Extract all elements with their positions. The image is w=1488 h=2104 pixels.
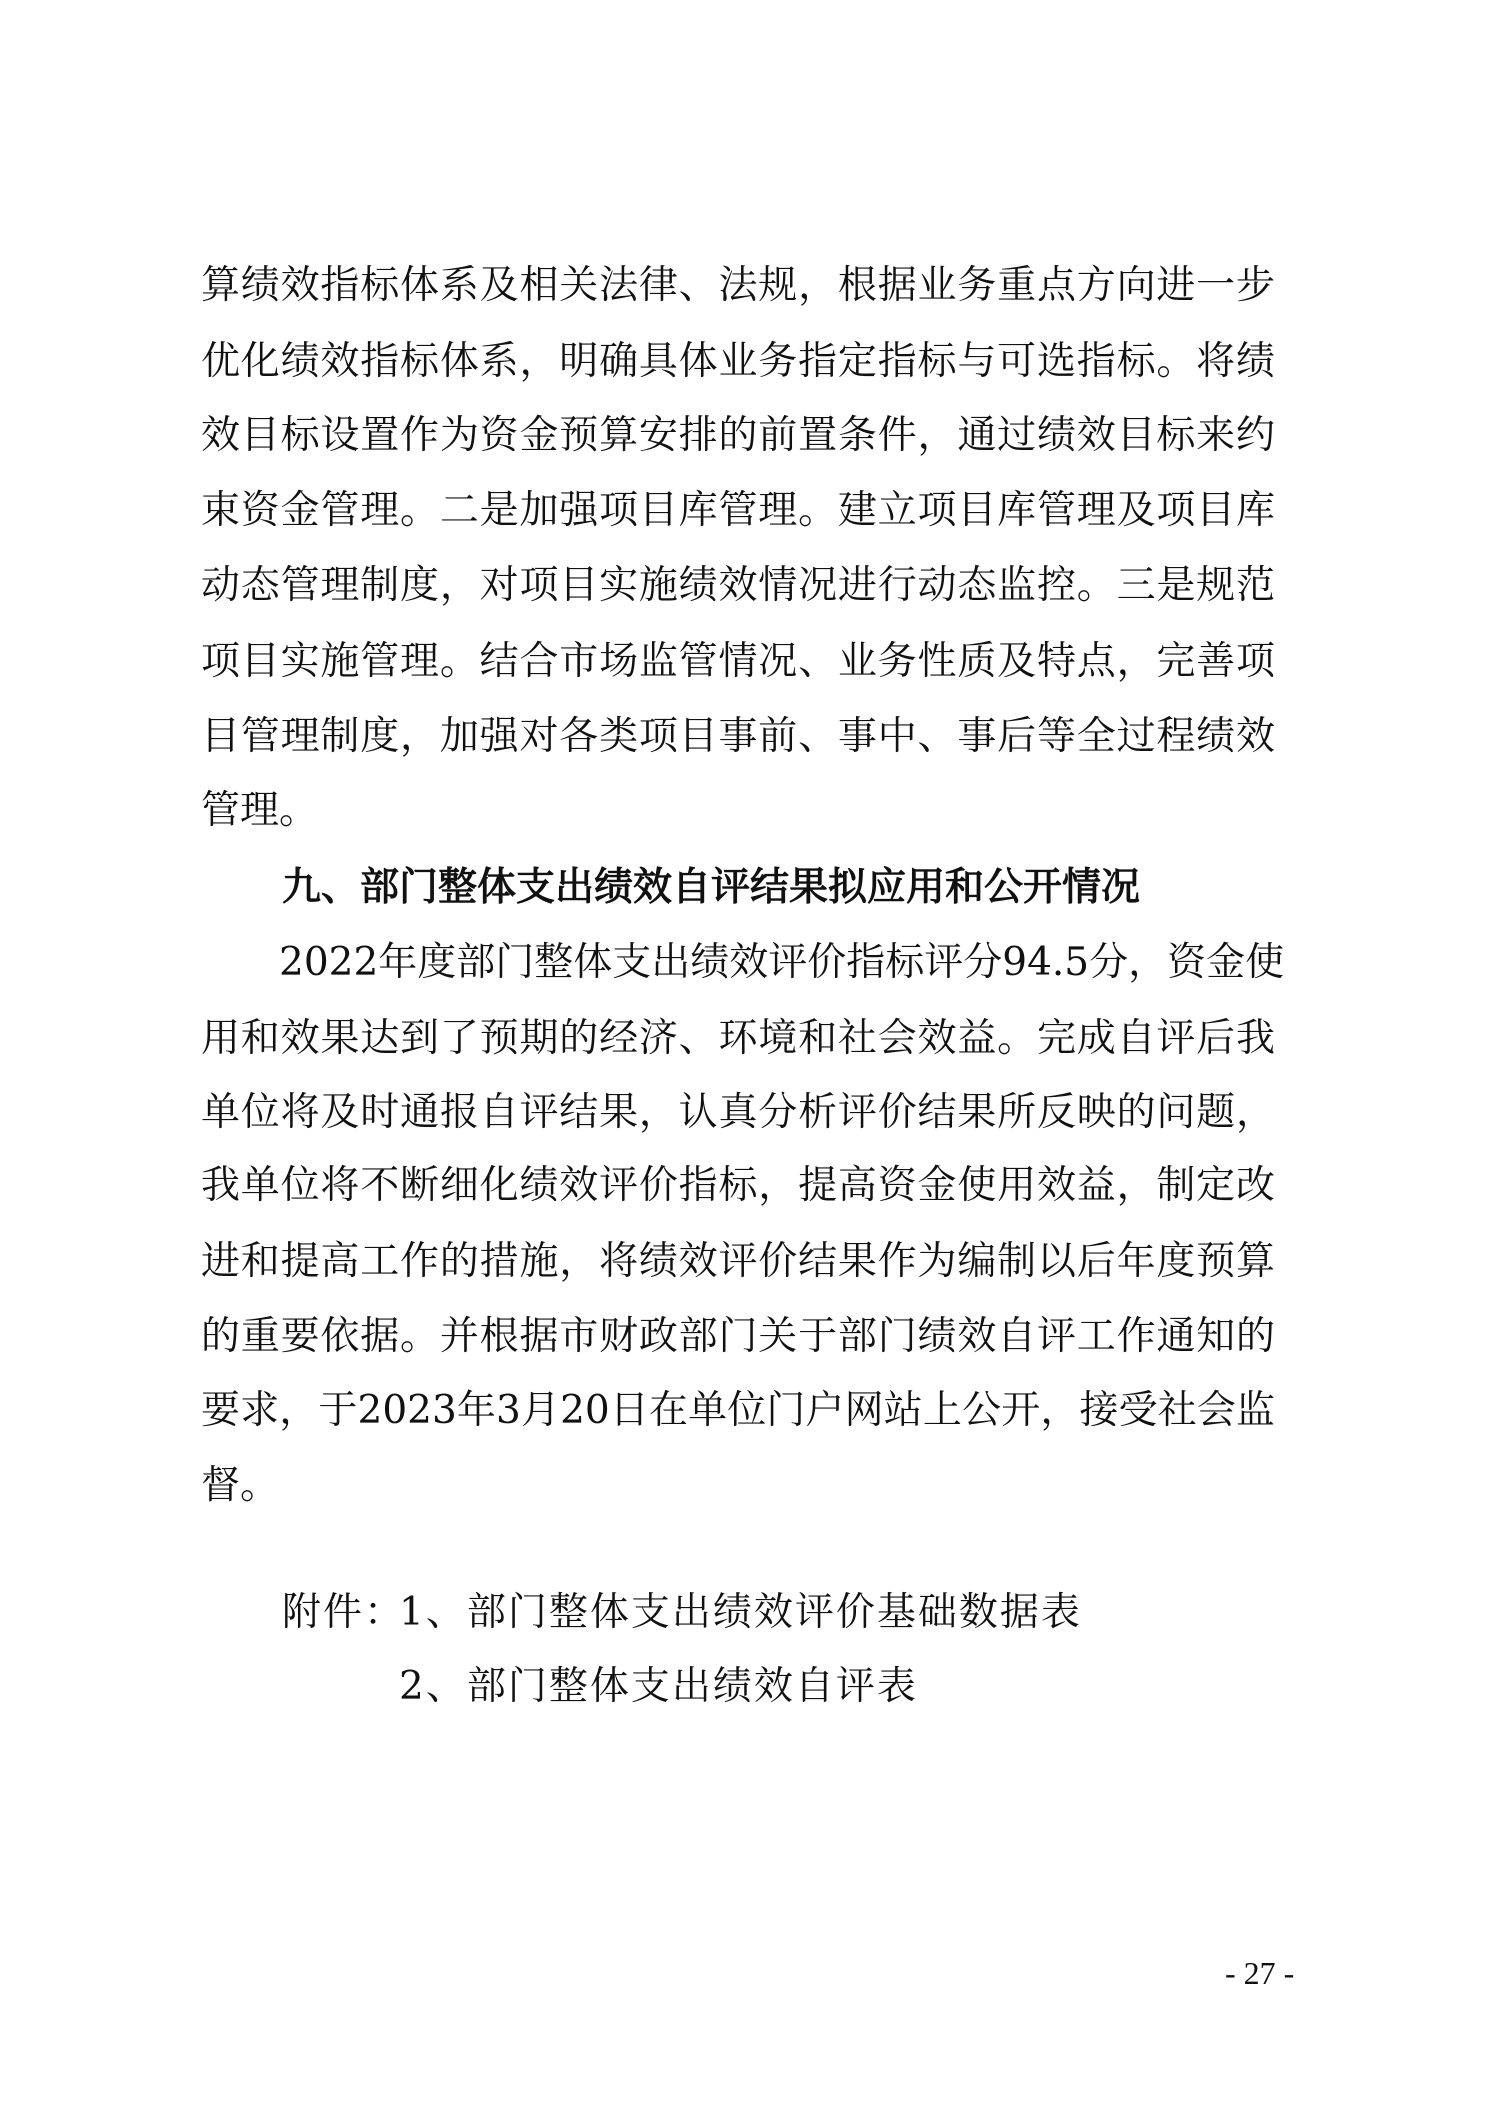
attachments-label: 附件：	[282, 1590, 406, 1635]
paragraph-line: 管理。	[201, 788, 319, 833]
paragraph-line: 进和提高工作的措施，将绩效评价结果作为编制以后年度预算	[201, 1239, 1275, 1284]
paragraph-line: 用和效果达到了预期的经济、环境和社会效益。完成自评后我	[201, 1016, 1275, 1061]
paragraph-line: 项目实施管理。结合市场监管情况、业务性质及特点，完善项	[201, 639, 1275, 684]
paragraph-line: 单位将及时通报自评结果，认真分析评价结果所反映的问题，	[201, 1090, 1275, 1135]
attachment-item: 2、部门整体支出绩效自评表	[399, 1664, 918, 1709]
paragraph-line: 要求，于2023年3月20日在单位门户网站上公开，接受社会监	[201, 1388, 1275, 1433]
section-heading: 九、部门整体支出绩效自评结果拟应用和公开情况	[282, 865, 1141, 910]
paragraph-line: 督。	[201, 1463, 280, 1508]
paragraph-line: 束资金管理。二是加强项目库管理。建立项目库管理及项目库	[201, 488, 1275, 533]
paragraph-line: 2022年度部门整体支出绩效评价指标评分94.5分，资金使	[279, 940, 1285, 985]
paragraph-line: 动态管理制度，对项目实施绩效情况进行动态监控。三是规范	[201, 563, 1275, 608]
paragraph-line: 效目标设置作为资金预算安排的前置条件，通过绩效目标来约	[201, 413, 1275, 458]
paragraph-line: 优化绩效指标体系，明确具体业务指定指标与可选指标。将绩	[201, 339, 1275, 384]
page-number: - 27 -	[1225, 1955, 1295, 1991]
paragraph-line: 目管理制度，加强对各类项目事前、事中、事后等全过程绩效	[201, 714, 1275, 759]
paragraph-line: 我单位将不断细化绩效评价指标，提高资金使用效益，制定改	[201, 1163, 1275, 1208]
paragraph-line: 的重要依据。并根据市财政部门关于部门绩效自评工作通知的	[201, 1314, 1275, 1359]
paragraph-line: 算绩效指标体系及相关法律、法规，根据业务重点方向进一步	[201, 263, 1275, 308]
attachment-item: 1、部门整体支出绩效评价基础数据表	[399, 1590, 1082, 1635]
